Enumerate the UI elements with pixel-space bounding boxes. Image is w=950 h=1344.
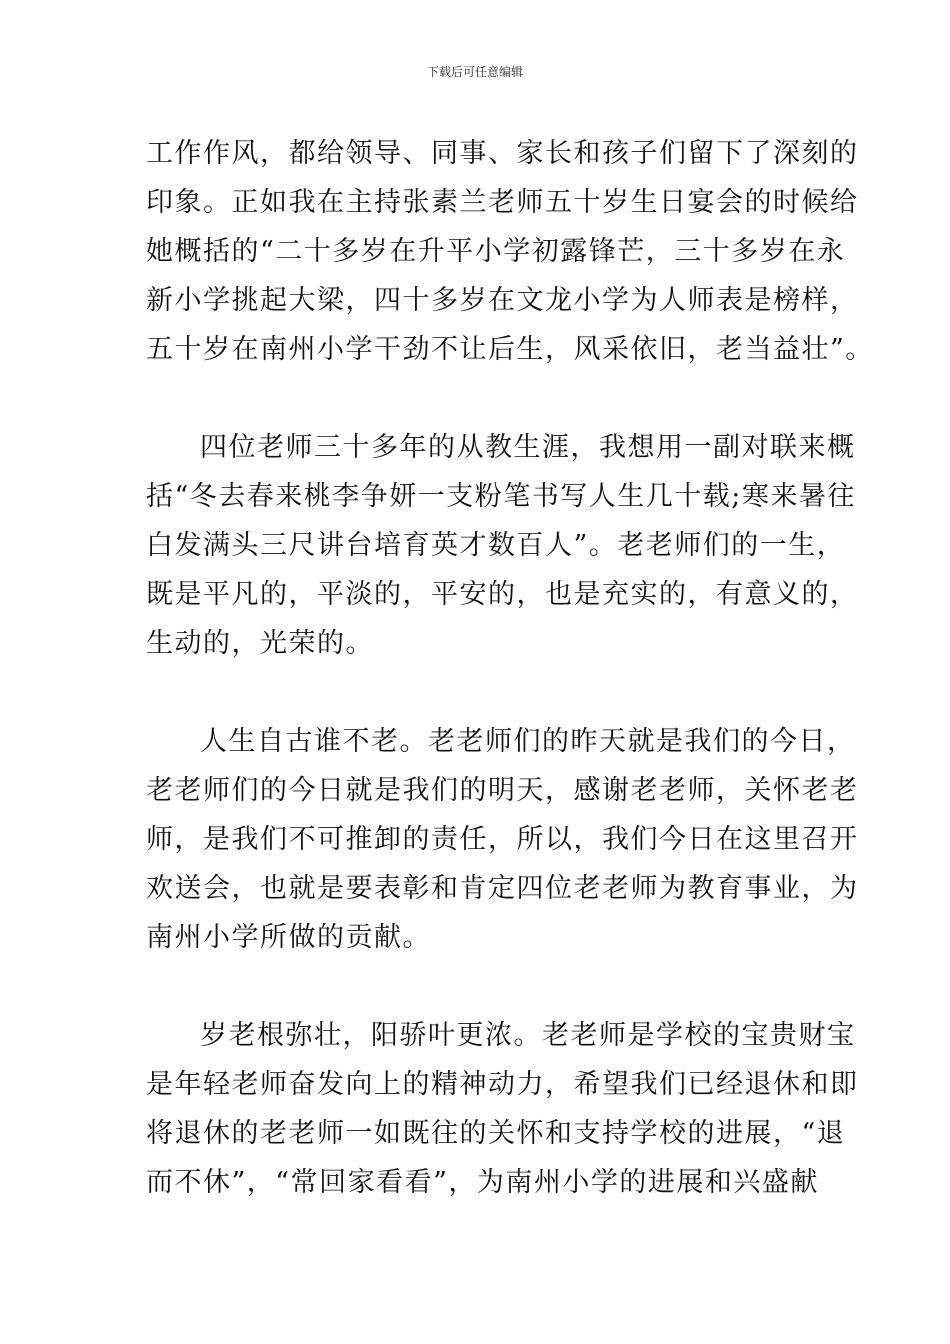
paragraph-2 bbox=[146, 423, 859, 668]
text-line: 欢送会，也就是要表彰和肯定四位老老师为教育事业，为 bbox=[146, 873, 859, 904]
text-line: 人生自古谁不老。老老师们的昨天就是我们的今日， bbox=[200, 726, 856, 757]
text-line: 印象。正如我在主持张素兰老师五十岁生日宴会的时候给 bbox=[146, 187, 859, 218]
text-line: 将退休的老老师一如既往的关怀和支持学校的进展，“退 bbox=[146, 1118, 846, 1149]
text-line: 南州小学所做的贡献。 bbox=[146, 922, 431, 953]
text-line: 她概括的“二十多岁在升平小学初露锋芒，三十多岁在永 bbox=[146, 236, 846, 267]
text-line: 工作作风，都给领导、同事、家长和孩子们留下了深刻的 bbox=[146, 138, 859, 169]
text-line: 四位老师三十多年的从教生涯，我想用一副对联来概 bbox=[200, 432, 856, 463]
page-header: 下载后可任意编辑 bbox=[426, 65, 523, 79]
text-line: 五十岁在南州小学干劲不让后生，风采依旧，老当益壮”。 bbox=[146, 334, 874, 365]
text-line: 而不休”，“常回家看看”，为南州小学的进展和兴盛献 bbox=[146, 1167, 819, 1198]
text-line: 岁老根弥壮，阳骄叶更浓。老老师是学校的宝贵财宝 bbox=[200, 1020, 856, 1051]
document-body bbox=[146, 129, 874, 1207]
text-line: 既是平凡的，平淡的，平安的，也是充实的，有意义的， bbox=[146, 579, 859, 610]
paragraph-gap bbox=[146, 668, 811, 717]
text-line: 是年轻老师奋发向上的精神动力，希望我们已经退休和即 bbox=[146, 1069, 859, 1100]
text-line: 生动的，光荣的。 bbox=[146, 628, 374, 659]
paragraph-gap bbox=[146, 374, 811, 423]
text-line: 括“冬去春来桃李争妍一支粉笔书写人生几十载;寒来暑往 bbox=[146, 481, 856, 512]
text-line: 老老师们的今日就是我们的明天，感谢老老师，关怀老老 bbox=[146, 775, 859, 806]
text-line: 新小学挑起大梁，四十多岁在文龙小学为人师表是榜样， bbox=[146, 285, 859, 316]
text-line: 师，是我们不可推卸的责任，所以，我们今日在这里召开 bbox=[146, 824, 859, 855]
paragraph-1 bbox=[146, 129, 874, 374]
paragraph-gap bbox=[146, 962, 811, 1011]
paragraph-3 bbox=[146, 717, 859, 962]
paragraph-4 bbox=[146, 1011, 859, 1207]
text-line: 白发满头三尺讲台培育英才数百人”。老老师们的一生， bbox=[146, 530, 846, 561]
